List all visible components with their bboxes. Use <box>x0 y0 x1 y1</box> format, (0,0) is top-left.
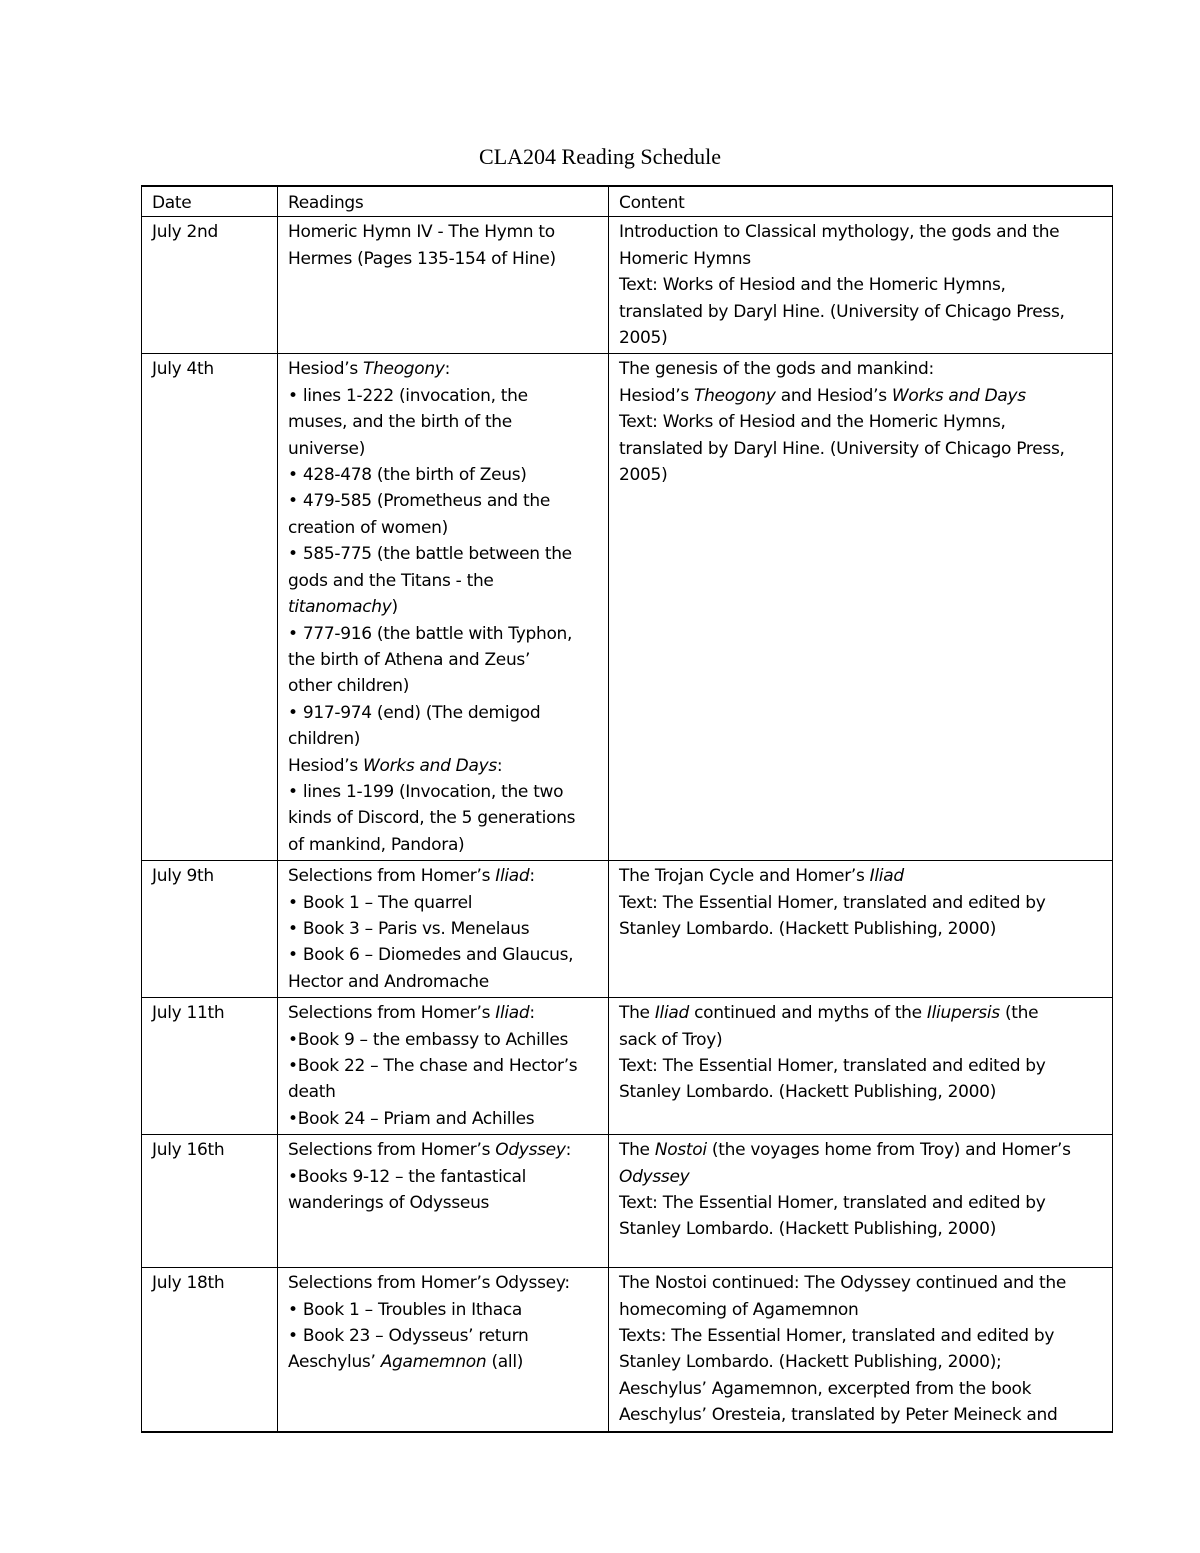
text-run: •Book 9 – the embassy to Achilles <box>288 1029 569 1050</box>
italic-text: Iliupersis <box>926 1003 1000 1024</box>
table-row <box>142 1268 1113 1432</box>
cell-line <box>288 1000 600 1026</box>
cell-line <box>619 383 1104 409</box>
cell-line <box>619 890 1104 916</box>
cell-line <box>619 272 1104 298</box>
cell-line <box>288 1079 600 1105</box>
text-run: • Book 23 – Odysseus’ return <box>288 1326 529 1347</box>
cell-line <box>288 1106 600 1132</box>
text-run: ) <box>391 597 398 618</box>
text-run: • Book 1 – The quarrel <box>288 892 473 913</box>
text-run: (the <box>999 1003 1039 1024</box>
cell-line <box>619 863 1104 889</box>
cell-line <box>288 409 600 435</box>
cell-line <box>288 1027 600 1053</box>
cell-line <box>288 246 600 272</box>
text-run: homecoming of Agamemnon <box>619 1299 859 1320</box>
date-cell: July 4th <box>142 354 278 861</box>
cell-line <box>288 832 600 858</box>
header-date: Date <box>142 186 278 217</box>
content-cell <box>609 998 1113 1135</box>
cell-line <box>619 246 1104 272</box>
table-row <box>142 354 1113 861</box>
cell-line <box>288 700 600 726</box>
text-run: translated by Daryl Hine. (University of Chicago Press, <box>619 301 1065 322</box>
text-run: sack of Troy) <box>619 1029 723 1050</box>
cell-line <box>619 1216 1104 1242</box>
text-run: : <box>529 1003 535 1024</box>
italic-text: Nostoi <box>654 1140 707 1161</box>
text-run: kinds of Discord, the 5 generations <box>288 808 576 829</box>
italic-text: Iliad <box>495 866 530 887</box>
cell-line <box>619 1270 1104 1296</box>
italic-text: Works and Days <box>362 755 497 776</box>
text-run: muses, and the birth of the <box>288 412 512 433</box>
cell-line <box>619 436 1104 462</box>
italic-text: Theogony <box>362 359 445 380</box>
text-run: other children) <box>288 676 410 697</box>
date-cell: July 9th <box>142 861 278 998</box>
italic-text: Iliad <box>869 866 904 887</box>
text-run: Text: The Essential Homer, translated and edited by <box>619 1056 1046 1076</box>
text-run: • 777-916 (the battle with Typhon, <box>288 623 573 644</box>
italic-text: Agamemnon <box>380 1352 487 1373</box>
text-run: Text: Works of Hesiod and the Homeric Hymns, <box>619 275 1006 296</box>
date-cell: July 2nd <box>142 217 278 354</box>
text-run: translated by Daryl Hine. (University of Chicago Press, <box>619 438 1065 459</box>
text-run: The Trojan Cycle and Homer’s <box>619 866 870 887</box>
cell-line <box>619 1402 1104 1428</box>
text-run: Aeschylus’ <box>288 1352 381 1373</box>
cell-line <box>288 488 600 514</box>
readings-cell <box>278 354 609 861</box>
readings-cell <box>278 217 609 354</box>
cell-line <box>288 753 600 779</box>
text-run: : <box>529 866 535 887</box>
cell-line <box>619 1376 1104 1402</box>
text-run: the birth of Athena and Zeus’ <box>288 649 531 670</box>
text-run: The Nostoi continued: The Odyssey continued and the <box>619 1273 1067 1294</box>
date-cell: July 11th <box>142 998 278 1135</box>
cell-line <box>288 942 600 968</box>
table-row <box>142 861 1113 998</box>
table-row <box>142 998 1113 1135</box>
text-run: •Book 22 – The chase and Hector’s <box>288 1056 578 1076</box>
text-run: Hesiod’s <box>288 755 363 776</box>
cell-line <box>619 299 1104 325</box>
text-run: : <box>496 755 503 776</box>
text-run: Selections from Homer’s <box>288 1003 496 1024</box>
cell-line <box>288 916 600 942</box>
cell-line <box>288 383 600 409</box>
cell-line <box>288 356 600 382</box>
table-header-row <box>142 186 1113 217</box>
text-run: 2005) <box>619 328 668 349</box>
text-run: • 428-478 (the birth of Zeus) <box>288 465 527 486</box>
text-run: • 585-775 (the battle between the <box>288 544 572 565</box>
text-run: Aeschylus’ Agamemnon, excerpted from the book <box>619 1378 1032 1399</box>
text-run: death <box>288 1082 336 1103</box>
text-run: children) <box>288 729 361 750</box>
content-cell <box>609 1268 1113 1432</box>
text-run: Selections from Homer’s <box>288 866 496 887</box>
text-run: Homeric Hymn IV - The Hymn to <box>288 222 555 243</box>
cell-line <box>288 1164 600 1190</box>
text-run: (the voyages home from Troy) and Homer’s <box>706 1140 1071 1161</box>
cell-line <box>619 1079 1104 1105</box>
text-run: Hermes (Pages 135-154 of Hine) <box>288 248 556 269</box>
cell-line <box>288 805 600 831</box>
cell-line <box>288 890 600 916</box>
text-run: : <box>444 359 451 380</box>
text-run: • 917-974 (end) (The demigod <box>288 702 541 723</box>
content-cell <box>609 1135 1113 1268</box>
table-row <box>142 217 1113 354</box>
italic-text: titanomachy <box>288 597 392 618</box>
italic-text: Iliad <box>495 1003 530 1024</box>
text-run: Text: Works of Hesiod and the Homeric Hymns, <box>619 412 1006 433</box>
page-title: CLA204 Reading Schedule <box>479 144 721 169</box>
cell-line <box>619 1297 1104 1323</box>
text-run: • lines 1-199 (Invocation, the two <box>288 781 564 802</box>
cell-line <box>288 621 600 647</box>
cell-line <box>288 969 600 995</box>
cell-line <box>288 726 600 752</box>
italic-text: Odyssey <box>619 1166 690 1187</box>
cell-line <box>619 219 1104 245</box>
cell-line <box>288 1190 600 1216</box>
cell-line <box>288 1137 600 1163</box>
cell-line <box>288 541 600 567</box>
text-run: Hesiod’s <box>288 359 363 380</box>
cell-line <box>619 462 1104 488</box>
readings-cell <box>278 861 609 998</box>
text-run: : <box>565 1140 572 1161</box>
text-run: continued and myths of the <box>689 1003 927 1024</box>
text-run: Homeric Hymns <box>619 248 751 269</box>
cell-line <box>288 779 600 805</box>
text-run: The genesis of the gods and mankind: <box>619 359 934 380</box>
readings-cell <box>278 998 609 1135</box>
cell-line <box>288 594 600 620</box>
text-run: • Book 1 – Troubles in Ithaca <box>288 1299 523 1320</box>
text-run: Stanley Lombardo. (Hackett Publishing, 2000) <box>619 1082 997 1103</box>
text-run: Text: The Essential Homer, translated and edited by <box>619 1193 1046 1214</box>
text-run: Hector and Andromache <box>288 971 489 992</box>
header-readings: Readings <box>278 186 609 217</box>
text-run: wanderings of Odysseus <box>288 1193 490 1214</box>
cell-line <box>288 436 600 462</box>
cell-line <box>619 1053 1104 1079</box>
text-run: Stanley Lombardo. (Hackett Publishing, 2000) <box>619 918 997 939</box>
italic-text: Odyssey <box>495 1140 566 1161</box>
text-run: Selections from Homer’s <box>288 1140 496 1161</box>
cell-line <box>288 462 600 488</box>
text-run: Text: The Essential Homer, translated and edited by <box>619 892 1046 913</box>
text-run: Introduction to Classical mythology, the gods and the <box>619 222 1060 243</box>
cell-line <box>288 673 600 699</box>
cell-line <box>619 356 1104 382</box>
cell-line <box>288 647 600 673</box>
cell-line <box>619 1349 1104 1375</box>
text-run: •Books 9-12 – the fantastical <box>288 1166 527 1187</box>
text-run: gods and the Titans - the <box>288 570 494 591</box>
table-row <box>142 1135 1113 1268</box>
text-run: • 479-585 (Prometheus and the <box>288 491 551 512</box>
text-run: Selections from Homer’s Odyssey: <box>288 1273 570 1294</box>
cell-line <box>288 568 600 594</box>
cell-line <box>288 1297 600 1323</box>
cell-line <box>619 1000 1104 1026</box>
cell-line <box>619 916 1104 942</box>
text-run: of mankind, Pandora) <box>288 834 465 855</box>
text-run: Hesiod’s <box>619 385 694 406</box>
text-run: • Book 3 – Paris vs. Menelaus <box>288 918 530 939</box>
cell-line <box>619 1190 1104 1216</box>
cell-line <box>288 1349 600 1375</box>
cell-line <box>288 1323 600 1349</box>
cell-line <box>288 863 600 889</box>
text-run: The <box>619 1003 655 1024</box>
cell-line <box>288 515 600 541</box>
content-cell <box>609 861 1113 998</box>
text-run: Texts: The Essential Homer, translated and edited by <box>619 1326 1055 1347</box>
readings-cell <box>278 1268 609 1432</box>
text-run: (all) <box>486 1352 524 1373</box>
header-content: Content <box>609 186 1113 217</box>
cell-line <box>288 219 600 245</box>
cell-line <box>288 1270 600 1296</box>
italic-text: Iliad <box>654 1003 689 1024</box>
text-run: 2005) <box>619 465 668 486</box>
text-run: • Book 6 – Diomedes and Glaucus, <box>288 945 574 966</box>
text-run: and Hesiod’s <box>775 385 892 406</box>
cell-line <box>619 409 1104 435</box>
italic-text: Theogony <box>693 385 776 406</box>
cell-line <box>619 1164 1104 1190</box>
cell-line <box>619 325 1104 351</box>
text-run: Stanley Lombardo. (Hackett Publishing, 2000) <box>619 1219 997 1240</box>
text-run: • lines 1-222 (invocation, the <box>288 385 528 406</box>
content-cell <box>609 354 1113 861</box>
text-run: creation of women) <box>288 517 448 538</box>
cell-line <box>619 1137 1104 1163</box>
text-run: universe) <box>288 438 366 459</box>
cell-line <box>619 1027 1104 1053</box>
date-cell: July 18th <box>142 1268 278 1432</box>
italic-text: Works and Days <box>891 385 1026 406</box>
date-cell: July 16th <box>142 1135 278 1268</box>
readings-cell <box>278 1135 609 1268</box>
cell-line <box>619 1323 1104 1349</box>
reading-schedule-table <box>141 185 1113 1433</box>
text-run: The <box>619 1140 655 1161</box>
content-cell <box>609 217 1113 354</box>
text-run: •Book 24 – Priam and Achilles <box>288 1108 535 1129</box>
cell-line <box>288 1053 600 1079</box>
text-run: Aeschylus’ Oresteia, translated by Peter Meineck and <box>619 1405 1058 1426</box>
text-run: Stanley Lombardo. (Hackett Publishing, 2000); <box>619 1352 1002 1373</box>
